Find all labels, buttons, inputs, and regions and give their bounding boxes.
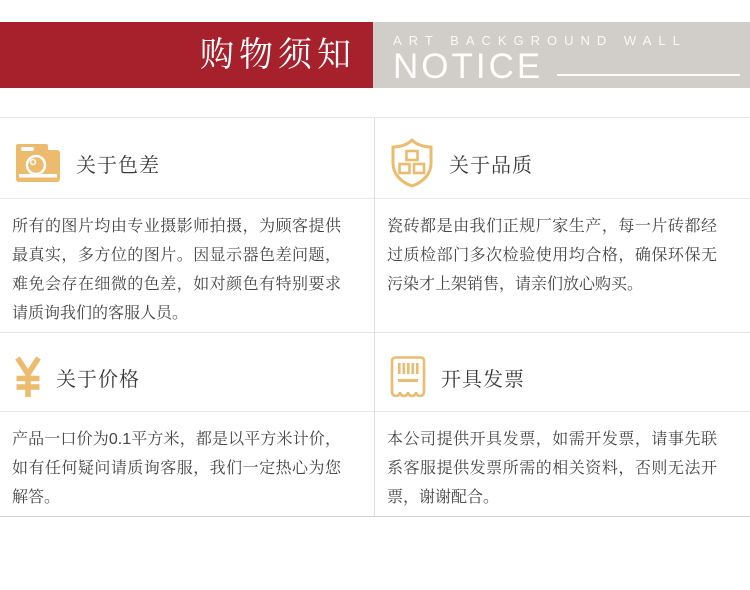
- notice-grid: [0, 117, 750, 517]
- shopping-notice-page: [0, 22, 750, 590]
- banner-decorative-line: [557, 74, 740, 76]
- yuan-price-icon: [14, 356, 42, 398]
- section-body-invoice: [375, 412, 750, 516]
- banner: [0, 22, 750, 88]
- banner-title-block: [0, 22, 373, 88]
- banner-notice-row: [393, 49, 742, 84]
- section-header-color-difference: [0, 118, 375, 199]
- banner-subtitle: ART BACKGROUND WALL: [393, 33, 687, 48]
- banner-subtitle-block: [373, 22, 750, 88]
- section-title: 开具发票: [441, 368, 525, 391]
- section-header-price: [0, 333, 375, 412]
- section-body-color-difference: [0, 199, 375, 333]
- page-title: 购物须知: [200, 36, 356, 74]
- camera-icon: [14, 143, 62, 183]
- section-title: 关于色差: [76, 154, 160, 177]
- section-title: 关于价格: [56, 368, 140, 391]
- section-body-quality: [375, 199, 750, 333]
- section-text: 本公司提供开具发票，如需开发票，请事先联系客服提供发票所需的相关资料，否则无法开票，谢谢配合。: [387, 431, 717, 506]
- receipt-invoice-icon: [389, 355, 427, 399]
- section-header-invoice: [375, 333, 750, 412]
- section-title: 关于品质: [449, 154, 533, 177]
- banner-notice-text: NOTICE: [393, 47, 544, 86]
- section-header-quality: [375, 118, 750, 199]
- section-body-price: [0, 412, 375, 516]
- section-text: 产品一口价为0.1平方米，都是以平方米计价，如有任何疑问请质询客服，我们一定热心为您解答。: [12, 431, 341, 506]
- section-text: 所有的图片均由专业摄影师拍摄，为顾客提供最真实，多方位的图片。因显示器色差问题，难免会存在细微的色差，如对颜色有特别要求请质询我们的客服人员。: [12, 218, 341, 322]
- section-text: 瓷砖都是由我们正规厂家生产，每一片砖都经过质检部门多次检验使用均合格，确保环保无污染才上架销售，请亲们放心购买。: [387, 218, 717, 293]
- quality-shield-icon: [389, 138, 435, 188]
